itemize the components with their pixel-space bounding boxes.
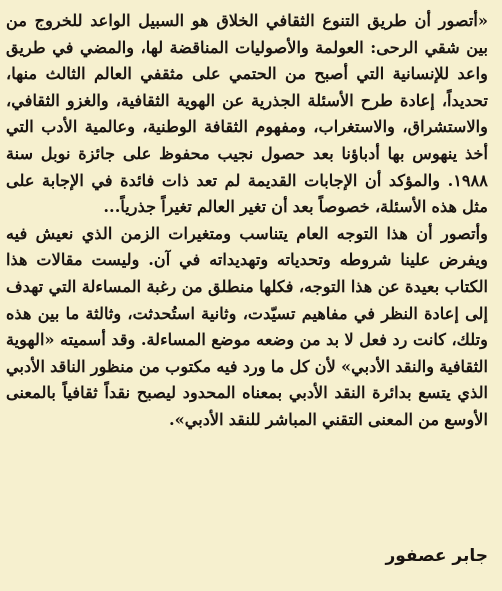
article-body: [6, 8, 488, 434]
paragraph-2: وأتصور أن هذا التوجه العام يتناسب ومتغيرات الزمن الذي نعيش فيه ويفرض علينا شروطه وتحدياته وتهديداته في آن. وليست مقالات هذا الكتاب بعيدة عن هذا التوجه، فكلها منطلق من رغبة المساءلة التي تهدف إلى إعادة النظر في مفاهيم تسيّدت، وثانية استُحدثت، وثالثة ما بين هذه وتلك، كانت رد فعل لا بد من وضعه موضع المساءلة. وقد أسميته «الهوية الثقافية والنقد الأدبي» لأن كل ما ورد فيه مكتوب من منظور الناقد الأدبي الذي يتسع بدائرة النقد الأدبي بمعناه المحدود ليصبح نقداً ثقافياً بالمعنى الأوسع من المعنى التقني المباشر للنقد الأدبي».: [6, 223, 488, 429]
paragraph-1: «أتصور أن طريق التنوع الثقافي الخلاق هو السبيل الواعد للخروج من بين شقي الرحى: العولمة والأصوليات المناقضة لها، والمضي في طريق واعد للإنسانية التي أصبح من الحتمي على مثقفي العالم الثالث منها، تحديداً، إعادة طرح الأسئلة الجذرية عن الهوية الثقافية، والغزو الثقافي، والاستشراق، والاستغراب، ومفهوم الثقافة الوطنية، وعالمية الأدب التي أخذ ينهوس بها أدباؤنا بعد حصول نجيب محفوظ على جائزة نوبل سنة ١٩٨٨. والمؤكد أن الإجابات القديمة لم تعد ذات فائدة في الإجابة على مثل هذه الأسئلة، خصوصاً بعد أن تغير العالم تغيراً جذرياً...: [6, 11, 488, 217]
author-signature: جابر عصفور: [385, 546, 488, 566]
